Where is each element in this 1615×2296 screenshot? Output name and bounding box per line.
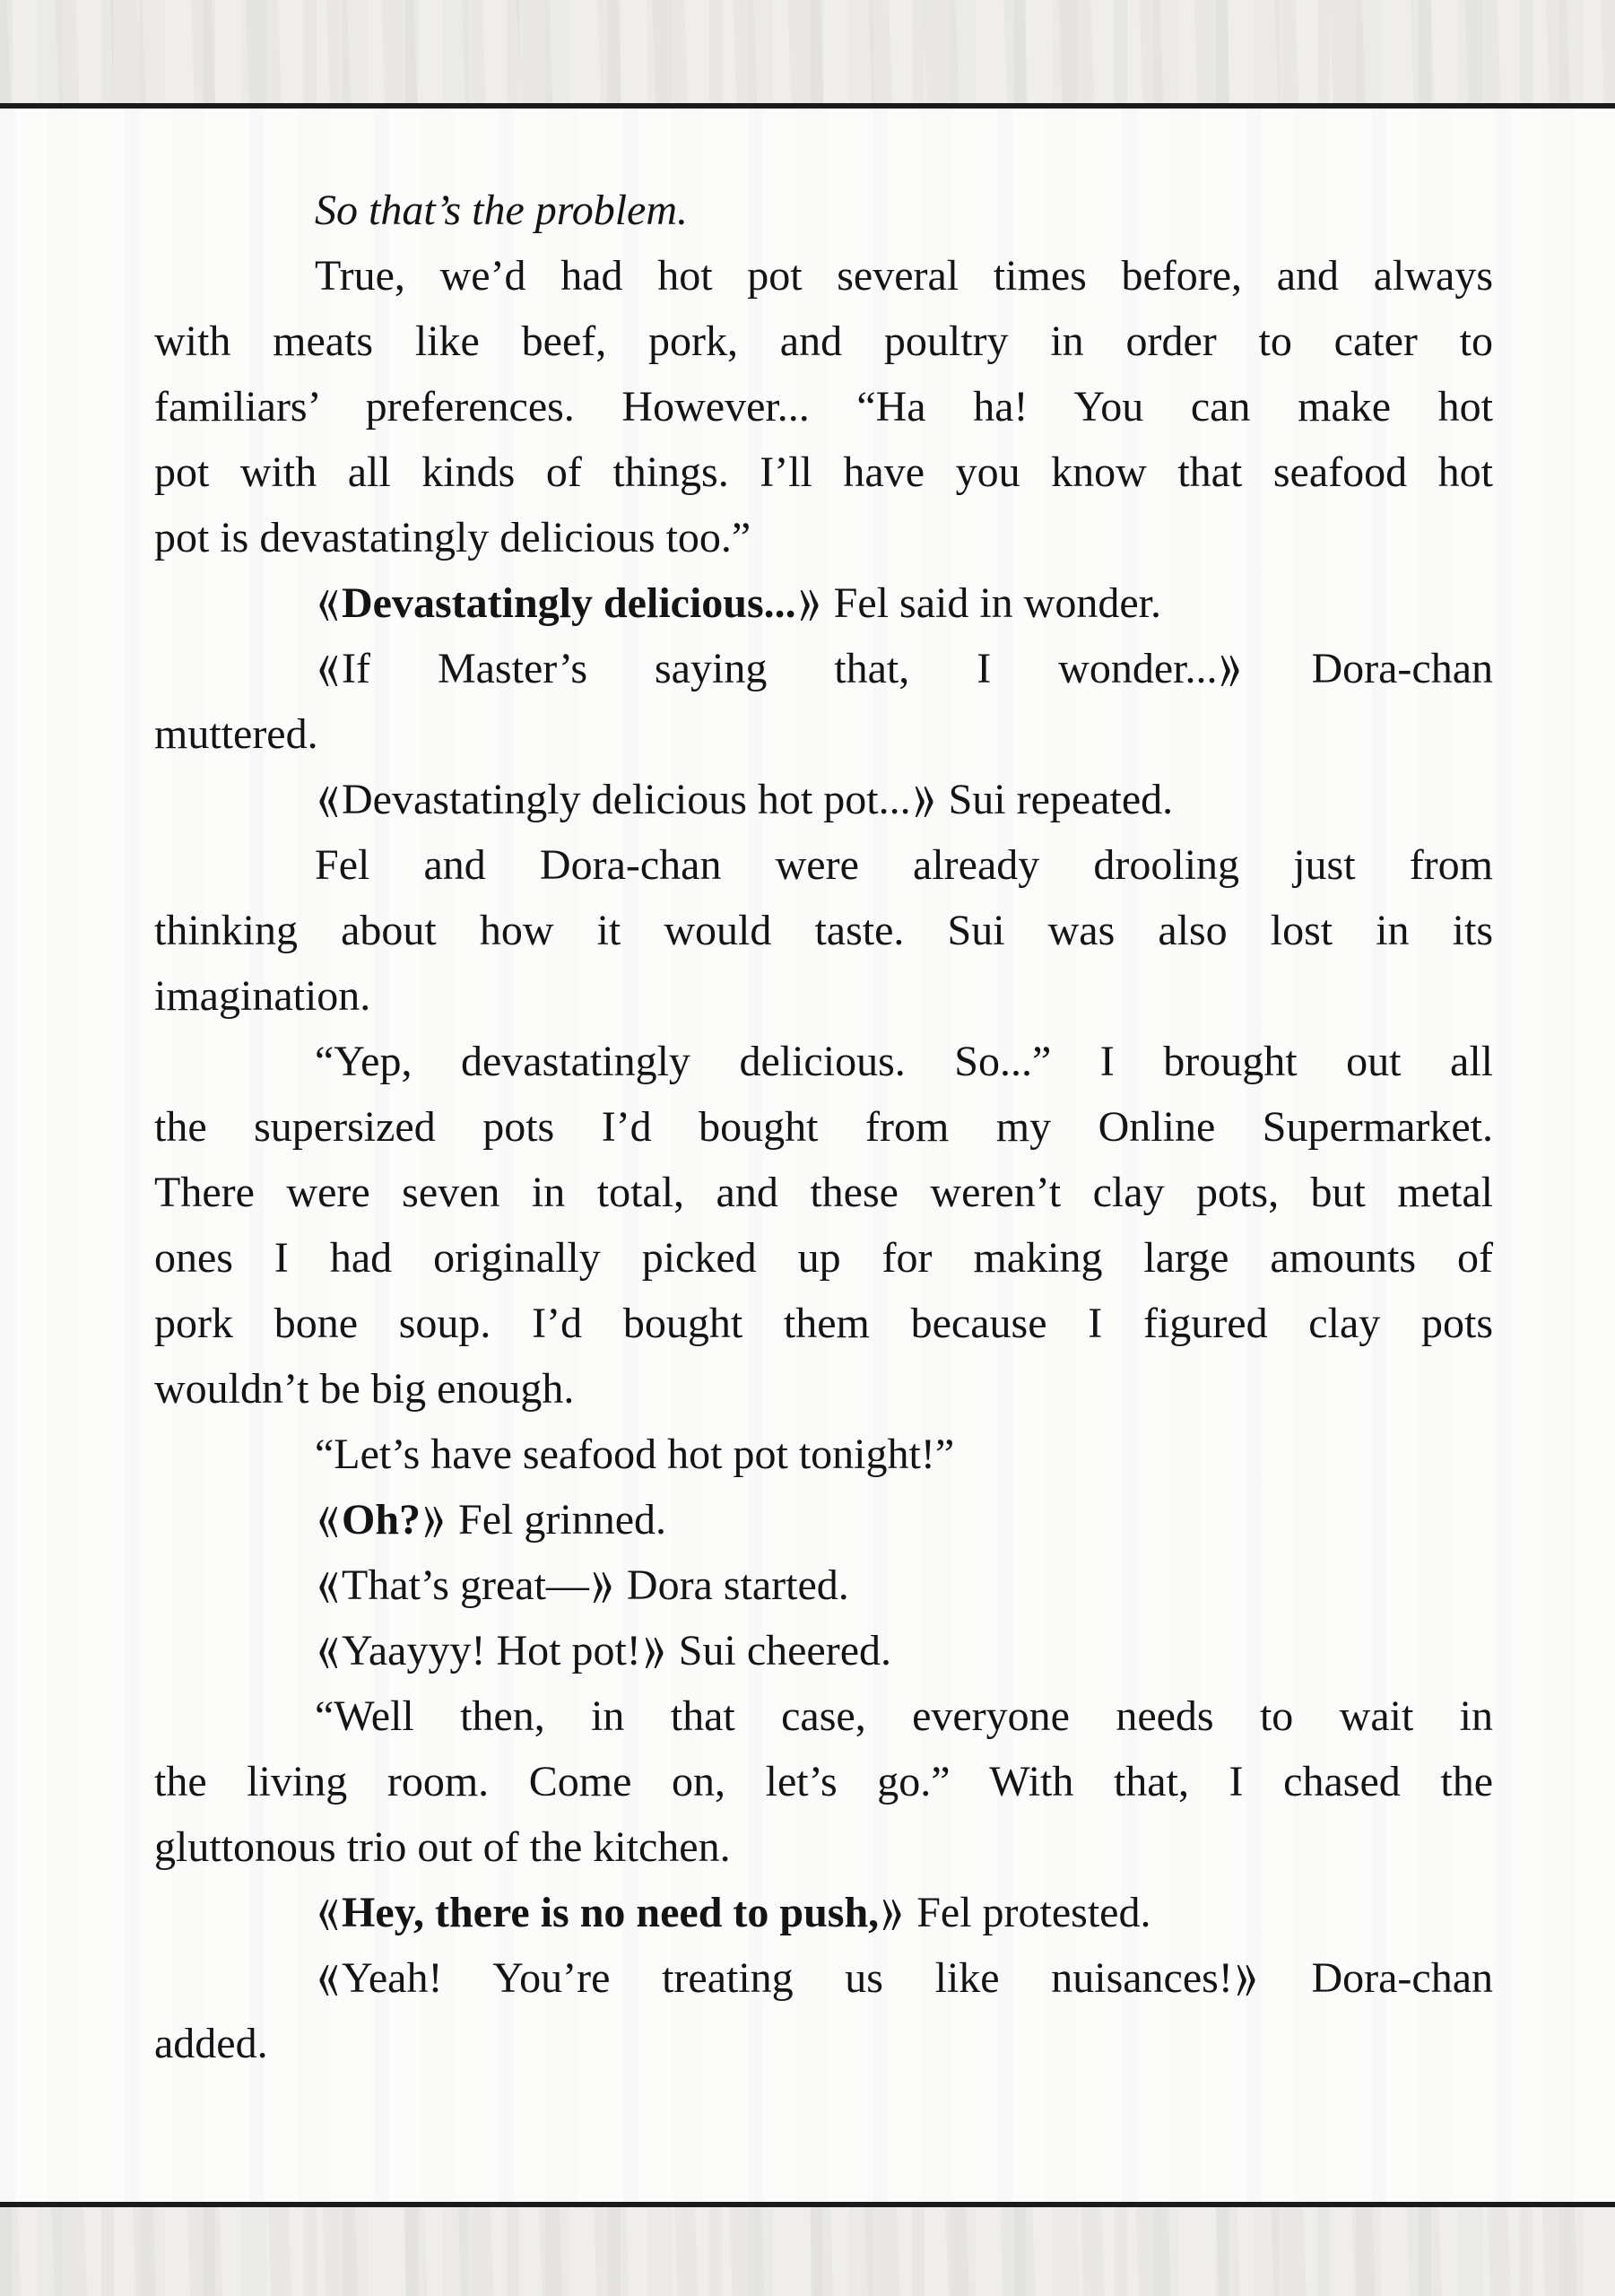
text-line bbox=[154, 1422, 1493, 1487]
text-line bbox=[154, 1928, 1494, 2017]
text-line bbox=[154, 178, 1493, 243]
text-segment-normal: » Fel said in wonder. bbox=[796, 579, 1161, 627]
text-segment-normal: «Yaayyy! Hot pot!» Sui cheered. bbox=[315, 1627, 891, 1674]
text-segment-normal: «That’s great—» Dora started. bbox=[315, 1561, 849, 1609]
text-line bbox=[154, 1225, 1493, 1291]
open-double-angle-bracket: « bbox=[317, 619, 340, 708]
text-segment-italic: So that’s the problem. bbox=[315, 187, 688, 234]
text-segment-normal: added. bbox=[154, 2020, 268, 2067]
text-line bbox=[154, 1535, 1493, 1624]
text-line bbox=[154, 309, 1493, 374]
text-line bbox=[154, 1356, 1493, 1422]
text-segment-normal: «Devastatingly delicious hot pot...» Sui repeated. bbox=[315, 776, 1173, 823]
open-double-angle-bracket: « bbox=[317, 1535, 340, 1624]
text-segment-normal: » Fel grinned. bbox=[421, 1496, 666, 1544]
bottom-rule bbox=[0, 2202, 1615, 2207]
text-line bbox=[154, 832, 1493, 898]
close-double-angle-bracket: » bbox=[643, 1601, 666, 1690]
text-segment-bold: Oh? bbox=[342, 1496, 421, 1544]
open-double-angle-bracket: « bbox=[317, 1863, 340, 1952]
open-double-angle-bracket: « bbox=[317, 1470, 340, 1559]
text-segment-bold: Hey, there is no need to push, bbox=[342, 1889, 880, 1936]
text-block bbox=[154, 178, 1493, 2076]
text-segment-normal: “Well then, in that case, everyone needs to wait in bbox=[315, 1692, 1493, 1740]
text-segment-normal: “Yep, devastatingly delicious. So...” I brought out all bbox=[315, 1038, 1493, 1085]
text-line bbox=[154, 701, 1493, 767]
text-segment-normal: Fel and Dora-chan were already drooling just from bbox=[315, 841, 1493, 889]
text-segment-normal: the supersized pots I’d bought from my Online Supermarket. bbox=[154, 1103, 1493, 1151]
close-double-angle-bracket: » bbox=[913, 750, 935, 839]
close-double-angle-bracket: » bbox=[881, 1863, 904, 1952]
text-line bbox=[154, 2011, 1493, 2076]
open-double-angle-bracket: « bbox=[317, 553, 340, 642]
text-segment-normal: imagination. bbox=[154, 972, 371, 1020]
text-segment-normal: muttered. bbox=[154, 710, 318, 758]
top-rule bbox=[0, 103, 1615, 109]
close-double-angle-bracket: » bbox=[1235, 1928, 1258, 2017]
text-line bbox=[154, 1683, 1493, 1749]
text-segment-normal: “Let’s have seafood hot pot tonight!” bbox=[315, 1431, 955, 1478]
text-line bbox=[154, 374, 1493, 439]
text-segment-normal: pot with all kinds of things. I’ll have you know that seafood hot bbox=[154, 448, 1493, 496]
close-double-angle-bracket: » bbox=[798, 553, 821, 642]
text-segment-normal: with meats like beef, pork, and poultry in order to cater to bbox=[154, 317, 1493, 365]
text-line bbox=[154, 898, 1493, 963]
text-line bbox=[154, 750, 1493, 839]
text-line bbox=[154, 243, 1493, 309]
text-line bbox=[154, 619, 1493, 708]
open-double-angle-bracket: « bbox=[317, 750, 340, 839]
text-segment-normal: pork bone soup. I’d bought them because I figured clay pots bbox=[154, 1300, 1493, 1347]
text-line bbox=[154, 963, 1493, 1029]
text-segment-normal: wouldn’t be big enough. bbox=[154, 1365, 575, 1413]
text-segment-normal: gluttonous trio out of the kitchen. bbox=[154, 1823, 731, 1871]
text-segment-normal: True, we’d had hot pot several times before, and always bbox=[315, 252, 1493, 300]
text-line bbox=[154, 1470, 1493, 1559]
close-double-angle-bracket: » bbox=[1220, 619, 1242, 708]
open-double-angle-bracket: « bbox=[317, 1601, 340, 1690]
text-segment-normal: » Fel protested. bbox=[879, 1889, 1150, 1936]
text-line bbox=[154, 553, 1493, 642]
text-segment-normal: There were seven in total, and these weren’t clay pots, but metal bbox=[154, 1169, 1493, 1216]
text-segment-normal: «If Master’s saying that, I wonder...» Dora-chan bbox=[315, 645, 1493, 692]
text-line bbox=[154, 1160, 1493, 1225]
text-line bbox=[154, 505, 1493, 570]
text-segment-normal: ones I had originally picked up for making large amounts of bbox=[154, 1234, 1493, 1282]
text-line bbox=[154, 1863, 1493, 1952]
text-segment-normal: the living room. Come on, let’s go.” With that, I chased the bbox=[154, 1758, 1493, 1805]
text-segment-normal: pot is devastatingly delicious too.” bbox=[154, 514, 751, 561]
text-line bbox=[154, 1814, 1493, 1880]
text-segment-bold: Devastatingly delicious... bbox=[342, 579, 796, 627]
open-double-angle-bracket: « bbox=[317, 1928, 340, 2017]
text-line bbox=[154, 1291, 1493, 1356]
close-double-angle-bracket: » bbox=[422, 1470, 446, 1559]
close-double-angle-bracket: » bbox=[591, 1535, 614, 1624]
text-segment-normal: familiars’ preferences. However... “Ha ha! You can make hot bbox=[154, 383, 1493, 430]
text-line bbox=[154, 1094, 1493, 1160]
text-line bbox=[154, 1601, 1493, 1690]
text-segment-normal: «Yeah! You’re treating us like nuisances!» Dora-chan bbox=[315, 1954, 1493, 2002]
text-line bbox=[154, 1749, 1493, 1814]
text-line bbox=[154, 439, 1493, 505]
text-segment-normal: thinking about how it would taste. Sui was also lost in its bbox=[154, 907, 1493, 954]
text-line bbox=[154, 1029, 1493, 1094]
